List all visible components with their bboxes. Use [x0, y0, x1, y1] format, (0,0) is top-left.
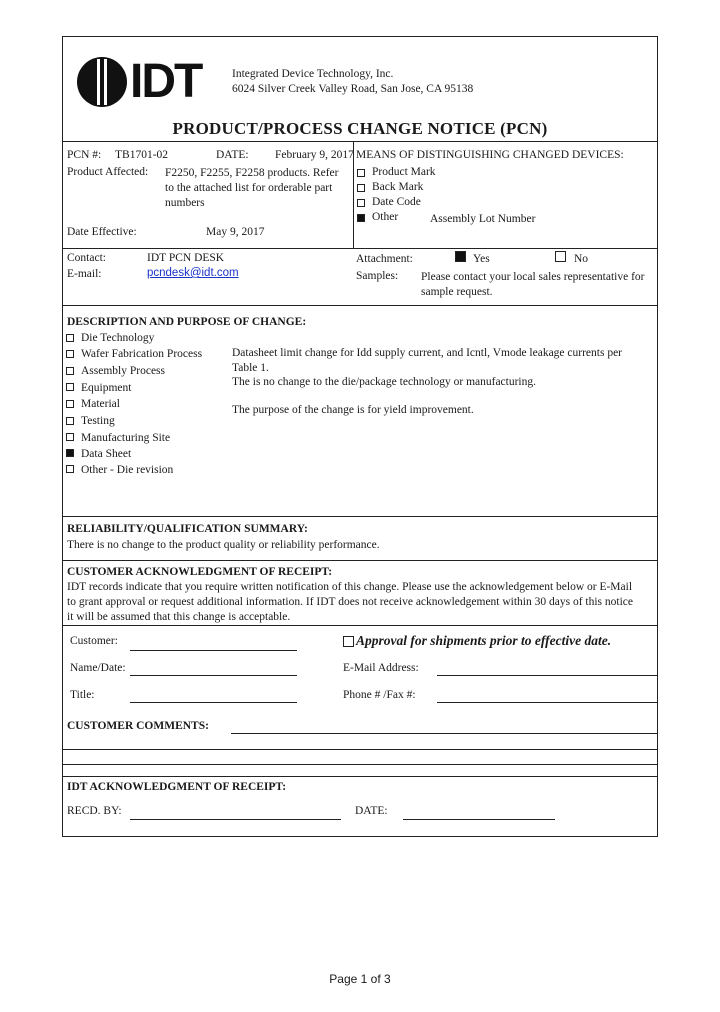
- attachment-yes-checkbox[interactable]: [455, 251, 466, 262]
- reliability-text: There is no change to the product quality or reliability performance.: [67, 539, 380, 551]
- pcn-value: TB1701-02: [115, 149, 169, 161]
- attachment-no-checkbox[interactable]: [555, 251, 566, 262]
- date-code-checkbox[interactable]: [357, 199, 365, 207]
- attachment-label: Attachment:: [356, 253, 413, 265]
- divider: [62, 560, 658, 561]
- customer-ack-heading: CUSTOMER ACKNOWLEDGMENT OF RECEIPT:: [67, 566, 333, 578]
- page-title: PRODUCT/PROCESS CHANGE NOTICE (PCN): [172, 119, 548, 138]
- testing-label: Testing: [81, 415, 115, 427]
- description-text-2: The is no change to the die/package technology or manufacturing.: [232, 376, 537, 388]
- description-text-1: Datasheet limit change for Idd supply current, and Icntl, Vmode leakage currents per Table 1.: [232, 347, 623, 374]
- contact-value: IDT PCN DESK: [147, 252, 225, 264]
- recd-by-label: RECD. BY:: [67, 805, 122, 817]
- wafer-fabrication-checkbox[interactable]: [66, 350, 74, 358]
- divider: [353, 141, 354, 248]
- testing-checkbox[interactable]: [66, 417, 74, 425]
- material-checkbox[interactable]: [66, 400, 74, 408]
- manufacturing-site-checkbox[interactable]: [66, 433, 74, 441]
- customer-ack-line-3: it will be assumed that this change is acceptable.: [67, 611, 291, 623]
- phone-fax-label: Phone # /Fax #:: [343, 689, 416, 701]
- company-address: 6024 Silver Creek Valley Road, San Jose, CA 95138: [232, 83, 474, 95]
- description-heading: DESCRIPTION AND PURPOSE OF CHANGE:: [67, 316, 307, 328]
- other-die-revision-label: Other - Die revision: [81, 464, 174, 476]
- customer-comments-label: CUSTOMER COMMENTS:: [67, 720, 209, 732]
- page-number: Page 1 of 3: [329, 972, 391, 986]
- divider: [62, 248, 658, 249]
- email-label: E-mail:: [67, 268, 102, 280]
- material-label: Material: [81, 398, 120, 410]
- idt-date-input-line[interactable]: [403, 819, 555, 820]
- data-sheet-checkbox[interactable]: [66, 449, 74, 457]
- divider: [62, 305, 658, 306]
- product-affected-value: F2250, F2255, F2258 products. Refer to the attached list for orderable part numbers: [165, 167, 339, 209]
- product-mark-checkbox[interactable]: [357, 169, 365, 177]
- die-technology-label: Die Technology: [81, 332, 155, 344]
- other-value: Assembly Lot Number: [430, 213, 536, 225]
- email-address-label: E-Mail Address:: [343, 662, 419, 674]
- title-input-line[interactable]: [130, 702, 297, 703]
- comments-line-2[interactable]: [62, 749, 658, 750]
- email-address-input-line[interactable]: [437, 675, 657, 676]
- idt-logo: [74, 54, 218, 110]
- idt-date-label: DATE:: [355, 805, 388, 817]
- divider: [62, 625, 658, 626]
- customer-ack-line-2: to grant approval or request additional information. If IDT does not receive acknowledgement within 30 days of this notice: [67, 596, 634, 608]
- name-date-label: Name/Date:: [70, 662, 126, 674]
- equipment-checkbox[interactable]: [66, 383, 74, 391]
- customer-input-line[interactable]: [130, 650, 297, 651]
- data-sheet-label: Data Sheet: [81, 448, 132, 460]
- means-heading: MEANS OF DISTINGUISHING CHANGED DEVICES:: [356, 149, 624, 161]
- date-value: February 9, 2017: [275, 149, 354, 161]
- customer-label: Customer:: [70, 635, 118, 647]
- die-technology-checkbox[interactable]: [66, 334, 74, 342]
- title-label: Title:: [70, 689, 95, 701]
- name-date-input-line[interactable]: [130, 675, 297, 676]
- logo-text: IDT: [130, 55, 202, 108]
- approval-checkbox[interactable]: [343, 636, 354, 647]
- date-effective-label: Date Effective:: [67, 226, 137, 238]
- approval-label: Approval for shipments prior to effective date.: [356, 633, 612, 648]
- date-label: DATE:: [216, 149, 249, 161]
- manufacturing-site-label: Manufacturing Site: [81, 432, 171, 444]
- other-die-revision-checkbox[interactable]: [66, 465, 74, 473]
- equipment-label: Equipment: [81, 382, 132, 394]
- attachment-no-label: No: [574, 253, 589, 265]
- other-label: Other: [372, 211, 399, 223]
- customer-ack-line-1: IDT records indicate that you require written notification of this change. Please use the acknowledgement below or E-Mail: [67, 581, 633, 593]
- samples-value: Please contact your local sales representative for sample request.: [421, 271, 645, 298]
- reliability-heading: RELIABILITY/QUALIFICATION SUMMARY:: [67, 523, 308, 535]
- divider: [62, 516, 658, 517]
- other-checkbox[interactable]: [357, 214, 365, 222]
- recd-by-input-line[interactable]: [130, 819, 341, 820]
- company-name: Integrated Device Technology, Inc.: [232, 68, 394, 80]
- attachment-yes-label: Yes: [473, 253, 490, 265]
- date-effective-value: May 9, 2017: [206, 226, 265, 238]
- product-mark-label: Product Mark: [372, 166, 436, 178]
- comments-line-1[interactable]: [231, 733, 658, 734]
- comments-line-3[interactable]: [62, 764, 658, 765]
- samples-label: Samples:: [356, 270, 399, 282]
- product-affected-label: Product Affected:: [67, 166, 149, 178]
- pcn-label: PCN #:: [67, 149, 102, 161]
- wafer-fabrication-label: Wafer Fabrication Process: [81, 348, 203, 360]
- assembly-process-checkbox[interactable]: [66, 367, 74, 375]
- phone-fax-input-line[interactable]: [437, 702, 657, 703]
- contact-label: Contact:: [67, 252, 106, 264]
- back-mark-checkbox[interactable]: [357, 184, 365, 192]
- email-link[interactable]: pcndesk@idt.com: [147, 267, 239, 279]
- divider: [62, 141, 658, 142]
- assembly-process-label: Assembly Process: [81, 365, 166, 377]
- date-code-label: Date Code: [372, 196, 421, 208]
- description-text-3: The purpose of the change is for yield improvement.: [232, 404, 474, 416]
- divider: [62, 776, 658, 777]
- back-mark-label: Back Mark: [372, 181, 424, 193]
- idt-ack-heading: IDT ACKNOWLEDGMENT OF RECEIPT:: [67, 781, 287, 793]
